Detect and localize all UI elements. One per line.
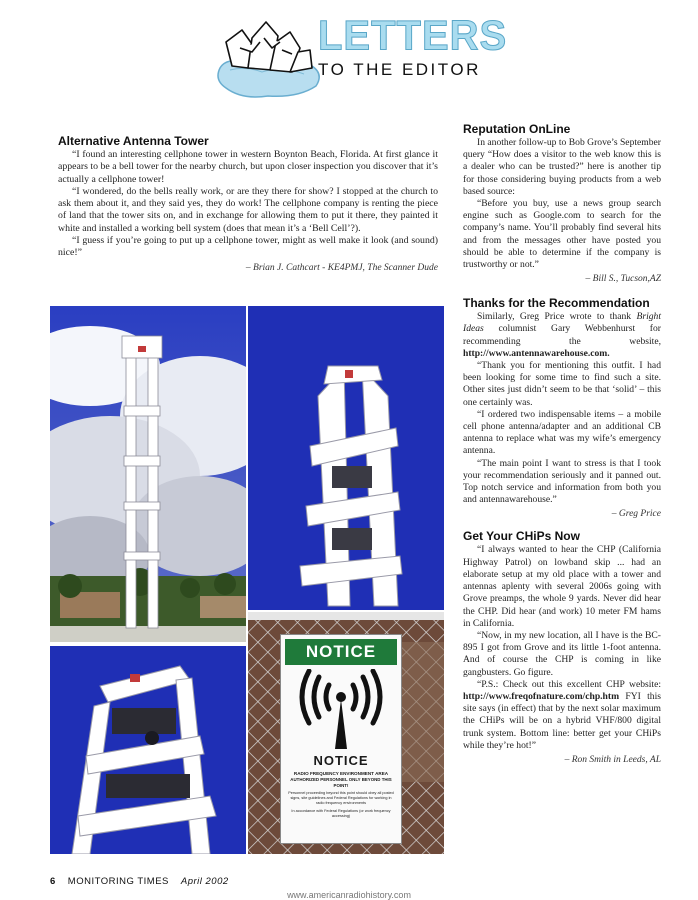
right-column [463,122,661,765]
text-span: FYI this site says (in effect) that by the next solar maximum the CHiPs will be on a hybrid VHF/800 digital trunk system. Bottom line: better get your CHiPs while they’re hot!” [463,690,661,751]
header-subtitle: TO THE EDITOR [318,60,481,79]
article-thanks-recommendation [463,296,661,519]
issue-date: April 2002 [180,876,229,887]
article-paragraph: “I found an interesting cellphone tower in western Boynton Beach, Florida. At first glance it appears to be a bell tower for the nearby church, but upon closer inspection you discover that it’s actually a cellphone tower! [58,149,438,185]
text-span: “P.S.: Check out this excellent CHP website: [477,678,661,690]
article-paragraph: “I ordered two indispensable items – a mobile cell phone antenna/adapter and an additional CB antenna to replace what was my wife’s emergency antenna. [463,408,661,457]
article-signature: – Brian J. Cathcart - KE4PMJ, The Scanner Dude [245,262,438,273]
notice-sign-line: RADIO FREQUENCY ENVIRONMENT AREA [293,771,389,776]
photo-rf-notice-sign [248,612,444,854]
page-number: 6 [50,876,56,887]
article-paragraph: In another follow-up to Bob Grove’s September query “How does a visitor to the web know this is a dealer who can be trusted?” here is another tip for those considering buying products from a web based source: [463,137,661,197]
text-span: columnist Gary Webbenhurst for recommending the website, [463,323,661,347]
magazine-name: MONITORING TIMES [67,876,169,887]
article-title: Alternative Antenna Tower [58,134,209,148]
article-paragraph: “Thank you for mentioning this outfit. I had been looking for some time to find such a site. Other sites just didn’t seem to be that ‘solid’ – this one certainly was. [463,360,661,408]
notice-sign-line: Personnel proceeding beyond this point should obey all posted signs, site guidelines and Federal Regulations for working in radio frequency environments [288,791,394,805]
column-name: Bright Ideas [463,311,661,335]
photo-bell-tower-below [50,646,246,854]
radio-wave-icon [281,669,401,751]
article-reputation-online [463,122,661,284]
article-paragraph [463,679,661,752]
article-paragraph: “I wondered, do the bells really work, or are they there for show? I stopped at the church to ask them about it, and they said yes, they do work! The cellphone company is renting the piece of land that the tower sits on, and in exchange for allowing them to put it there, they painted it white and installed a working bell system (does that mean it’s a ‘Bell Cell’?). [58,185,438,234]
article-alternative-antenna-tower [58,134,438,273]
notice-sign [280,634,402,844]
notice-sign-line: In accordance with Federal Regulations (or work frequency accessing) [291,809,391,818]
photo-bell-tower-wide [50,306,246,642]
article-signature: – Greg Price [611,509,661,520]
article-paragraph: “Now, in my new location, all I have is the BC-895 I got from Grove and its little 1-foot antenna. And of course the CHP is coming in like gangbusters. Go figure. [463,629,661,678]
article-paragraph: “The main point I want to stress is that I took your recommendation seriously and it panned out. Top notch service and information from both you and antennawarehouse.” [463,457,661,506]
article-get-your-chips [463,529,661,764]
letters-logo [212,8,324,100]
article-paragraph: “Before you buy, use a news group search engine such as Google.com to search for the company’s name. You’ll probably find several hits and from the messages other have posted you should be able to determine if the company is trustworthy or not.” [463,198,661,271]
page-footer [50,876,229,887]
text-span: Similarly, Greg Price wrote to thank [477,311,637,323]
article-paragraph [463,311,661,360]
notice-sign-header: NOTICE [285,639,397,665]
header-title: LETTERS [318,12,508,60]
article-title: Get Your CHiPs Now [463,529,580,544]
source-url[interactable]: www.americanradiohistory.com [287,890,411,900]
article-signature: – Bill S., Tucson,AZ [585,274,661,285]
article-paragraph: “I guess if you’re going to put up a cellphone tower, might as well make it look (and sound) nice!” [58,235,438,259]
notice-sign-label: NOTICE [313,753,369,768]
website-link[interactable]: http://www.freqofnature.com/chp.htm [463,690,620,702]
notice-sign-line: AUTHORIZED PERSONNEL ONLY BEYOND THIS POINT! [290,777,392,788]
article-paragraph: “I always wanted to hear the CHP (California Highway Patrol) on lowband skip ... had an elaborate setup at my old place with a tower and antennas aplenty with several 2006s going with Grove preamps, the whole 9 yards. Never did hear the CHP. Did hear (and work) 10 meter FM hams in California. [463,544,661,629]
crystal-cluster-icon [212,8,324,100]
article-title: Thanks for the Recommendation [463,296,650,311]
website-link[interactable]: http://www.antennawarehouse.com. [463,347,610,359]
article-signature: – Ron Smith in Leeds, AL [564,754,661,765]
article-title: Reputation OnLine [463,122,571,136]
photo-bell-tower-closeup [248,306,444,610]
